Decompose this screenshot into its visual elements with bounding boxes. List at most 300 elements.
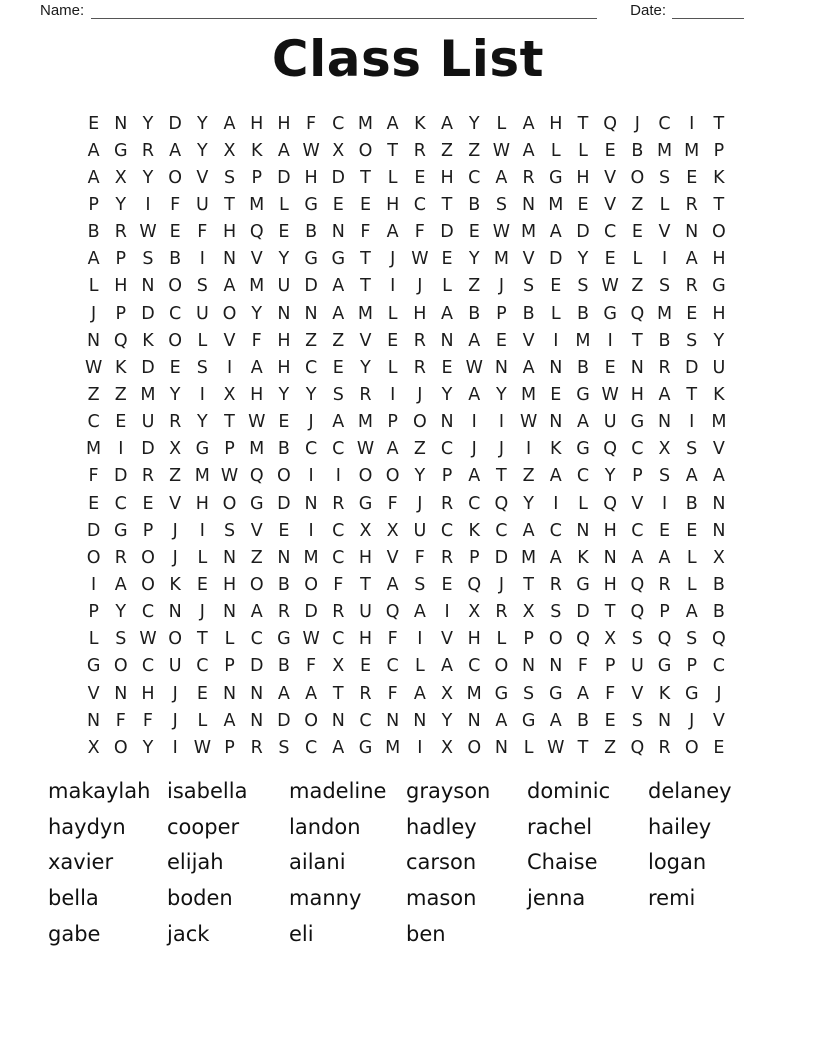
grid-letter: O xyxy=(304,710,318,731)
grid-letter: X xyxy=(712,547,725,568)
grid-letter: N xyxy=(168,602,182,623)
grid-letter: C xyxy=(196,656,209,677)
grid-letter: T xyxy=(332,683,344,704)
grid-letter: V xyxy=(522,249,535,270)
word-list-column xyxy=(648,776,796,954)
grid-letter: G xyxy=(277,629,291,650)
grid-letter: W xyxy=(302,629,320,650)
grid-letter: L xyxy=(88,629,99,650)
grid-letter: A xyxy=(250,602,263,623)
grid-letter: M xyxy=(357,113,374,134)
word-item: landon xyxy=(289,814,361,839)
word-item: mason xyxy=(406,886,477,911)
grid-letter: O xyxy=(684,737,699,758)
grid-letter: N xyxy=(304,303,318,324)
grid-letter: F xyxy=(251,330,262,351)
grid-letter: K xyxy=(577,547,589,568)
grid-letter: V xyxy=(223,330,236,351)
grid-letter: H xyxy=(222,574,237,595)
grid-letter: Z xyxy=(468,276,481,297)
grid-letter: G xyxy=(494,683,509,704)
grid-letter: Z xyxy=(441,140,454,161)
grid-letter: B xyxy=(576,357,589,378)
grid-letter: V xyxy=(712,439,725,460)
grid-letter: N xyxy=(630,357,644,378)
grid-letter: C xyxy=(304,737,318,758)
grid-letter: H xyxy=(222,222,237,243)
grid-letter: M xyxy=(684,140,700,161)
grid-letter: L xyxy=(496,629,507,650)
grid-letter: O xyxy=(712,222,726,243)
grid-letter: C xyxy=(304,439,318,460)
grid-letter: I xyxy=(498,412,504,433)
grid-letter: E xyxy=(332,357,344,378)
grid-letter: Q xyxy=(249,222,264,243)
grid-letter: I xyxy=(390,384,396,405)
grid-letter: N xyxy=(250,683,264,704)
grid-letter: W xyxy=(492,140,511,161)
grid-letter: X xyxy=(114,167,127,188)
word-item: dominic xyxy=(527,779,611,803)
grid-letter: V xyxy=(169,493,182,514)
grid-letter: L xyxy=(197,547,208,568)
grid-letter: L xyxy=(578,493,588,514)
grid-letter: D xyxy=(249,656,264,677)
grid-letter: A xyxy=(549,710,562,731)
grid-letter: E xyxy=(196,574,208,595)
grid-letter: Y xyxy=(305,384,317,405)
grid-letter: E xyxy=(686,520,698,541)
grid-letter: C xyxy=(658,113,671,134)
grid-letter: G xyxy=(304,249,318,270)
grid-letter: R xyxy=(141,466,155,487)
word-item: remi xyxy=(648,886,696,911)
grid-letter: E xyxy=(659,520,671,541)
grid-letter: M xyxy=(656,140,673,161)
grid-letter: F xyxy=(142,710,153,731)
grid-letter: C xyxy=(468,167,481,188)
grid-letter: A xyxy=(223,113,236,134)
grid-letter: X xyxy=(441,683,454,704)
grid-letter: H xyxy=(358,629,373,650)
grid-letter: K xyxy=(550,439,562,460)
grid-letter: E xyxy=(169,222,181,243)
grid-letter: H xyxy=(386,194,400,215)
grid-letter: I xyxy=(91,574,97,595)
grid-letter: F xyxy=(387,683,398,704)
date-label: Date: xyxy=(630,2,666,19)
grid-letter: I xyxy=(526,439,532,460)
grid-letter: W xyxy=(193,737,211,758)
grid-letter: A xyxy=(549,547,562,568)
grid-letter: C xyxy=(169,303,182,324)
grid-letter: Y xyxy=(196,113,208,134)
grid-letter: R xyxy=(413,140,426,161)
grid-letter: W xyxy=(356,439,375,460)
grid-letter: Y xyxy=(115,194,127,215)
grid-letter: M xyxy=(357,303,374,324)
grid-letter: R xyxy=(114,547,127,568)
grid-letter: Y xyxy=(278,249,290,270)
grid-letter: L xyxy=(387,357,398,378)
grid-letter: C xyxy=(549,520,562,541)
grid-letter: W xyxy=(302,140,320,161)
grid-letter: M xyxy=(357,412,374,433)
grid-letter: K xyxy=(414,113,426,134)
grid-letter: R xyxy=(332,493,345,514)
grid-letter: R xyxy=(114,222,127,243)
grid-letter: Y xyxy=(278,384,290,405)
grid-letter: P xyxy=(224,439,235,460)
grid-letter: N xyxy=(304,493,318,514)
grid-letter: M xyxy=(521,547,537,568)
grid-letter: Q xyxy=(712,629,726,650)
grid-letter: Y xyxy=(169,384,181,405)
grid-letter: Q xyxy=(603,493,618,514)
grid-letter: C xyxy=(332,439,345,460)
grid-letter: U xyxy=(141,412,155,433)
grid-letter: C xyxy=(440,520,454,541)
grid-letter: B xyxy=(522,303,535,324)
grid-letter: B xyxy=(468,194,481,215)
grid-letter: W xyxy=(519,412,538,433)
grid-letter: J xyxy=(498,439,504,460)
grid-letter: D xyxy=(494,547,509,568)
grid-letter: A xyxy=(468,384,481,405)
grid-letter: O xyxy=(304,574,318,595)
word-item: bella xyxy=(48,886,99,911)
grid-letter: S xyxy=(332,384,344,405)
grid-letter: X xyxy=(169,439,182,460)
grid-letter: E xyxy=(604,357,616,378)
grid-letter: N xyxy=(712,493,726,514)
grid-letter: L xyxy=(224,629,235,650)
grid-letter: G xyxy=(114,140,128,161)
grid-letter: D xyxy=(277,710,291,731)
grid-letter: B xyxy=(576,303,589,324)
grid-letter: I xyxy=(145,194,151,215)
grid-letter: Y xyxy=(196,412,208,433)
grid-letter: I xyxy=(661,493,668,514)
grid-letter: J xyxy=(471,439,477,460)
grid-letter: M xyxy=(656,303,673,324)
grid-letter: C xyxy=(712,656,726,677)
grid-letter: B xyxy=(631,140,644,161)
grid-letter: F xyxy=(577,656,588,677)
grid-letter: H xyxy=(304,167,318,188)
grid-letter: X xyxy=(332,656,345,677)
grid-letter: N xyxy=(331,222,345,243)
grid-letter: C xyxy=(468,493,481,514)
grid-letter: K xyxy=(250,140,263,161)
grid-letter: O xyxy=(86,547,101,568)
grid-letter: E xyxy=(359,194,371,215)
grid-letter: I xyxy=(417,737,423,758)
grid-letter: N xyxy=(440,412,454,433)
grid-letter: A xyxy=(468,466,481,487)
word-item: delaney xyxy=(648,779,732,803)
grid-letter: L xyxy=(197,330,208,351)
grid-letter: C xyxy=(114,493,127,514)
grid-letter: R xyxy=(685,194,698,215)
grid-letter: V xyxy=(631,683,644,704)
grid-letter: A xyxy=(685,602,698,623)
grid-letter: V xyxy=(196,167,209,188)
grid-letter: P xyxy=(142,520,154,541)
grid-letter: A xyxy=(685,466,698,487)
grid-letter: J xyxy=(716,683,722,704)
grid-letter: S xyxy=(658,167,671,188)
grid-letter: B xyxy=(576,710,589,731)
grid-letter: Z xyxy=(522,466,535,487)
word-list-column xyxy=(289,776,406,954)
grid-letter: I xyxy=(199,384,205,405)
grid-letter: P xyxy=(251,167,262,188)
grid-letter: R xyxy=(277,602,290,623)
grid-letter: A xyxy=(114,574,127,595)
grid-letter: L xyxy=(387,167,398,188)
grid-letter: S xyxy=(631,710,643,731)
grid-letter: G xyxy=(86,656,101,677)
grid-letter: A xyxy=(712,466,725,487)
grid-letter: N xyxy=(222,547,237,568)
grid-letter: A xyxy=(386,574,399,595)
grid-letter: G xyxy=(331,249,346,270)
grid-letter: Y xyxy=(496,384,507,405)
grid-letter: H xyxy=(467,629,481,650)
grid-letter: E xyxy=(196,683,208,704)
grid-letter: Z xyxy=(631,194,644,215)
grid-letter: N xyxy=(576,520,590,541)
grid-letter: C xyxy=(440,439,454,460)
grid-letter: S xyxy=(414,574,426,595)
grid-letter: N xyxy=(277,547,291,568)
grid-letter: A xyxy=(87,249,100,270)
grid-letter: J xyxy=(308,412,314,433)
grid-letter: J xyxy=(172,547,178,568)
grid-letter: T xyxy=(387,140,398,161)
grid-letter: N xyxy=(222,249,237,270)
grid-letter: I xyxy=(308,466,314,487)
grid-letter: I xyxy=(417,629,423,650)
grid-letter: V xyxy=(604,167,617,188)
grid-letter: U xyxy=(195,303,209,324)
grid-letter: C xyxy=(604,222,617,243)
grid-letter: E xyxy=(577,194,589,215)
word-list-column xyxy=(167,776,289,954)
grid-letter: P xyxy=(88,602,99,623)
grid-letter: L xyxy=(496,113,507,134)
word-item: manny xyxy=(289,886,362,911)
grid-letter: M xyxy=(385,737,401,758)
grid-letter: U xyxy=(630,656,644,677)
grid-letter: F xyxy=(115,710,126,731)
grid-letter: D xyxy=(684,357,699,378)
grid-letter: N xyxy=(440,330,454,351)
grid-letter: E xyxy=(686,303,698,324)
grid-letter: Q xyxy=(630,303,645,324)
grid-letter: G xyxy=(521,710,536,731)
grid-letter: T xyxy=(713,194,725,215)
grid-letter: J xyxy=(91,303,97,324)
grid-letter: R xyxy=(440,547,454,568)
grid-letter: C xyxy=(468,656,481,677)
grid-letter: E xyxy=(441,357,453,378)
grid-letter: L xyxy=(442,276,452,297)
grid-letter: Q xyxy=(467,574,482,595)
grid-letter: Y xyxy=(604,466,616,487)
grid-letter: A xyxy=(250,357,263,378)
grid-letter: M xyxy=(711,412,727,433)
grid-letter: O xyxy=(467,737,482,758)
grid-letter: L xyxy=(88,276,99,297)
grid-letter: S xyxy=(577,276,589,297)
word-item: gabe xyxy=(48,921,101,946)
grid-letter: X xyxy=(522,602,535,623)
grid-letter: R xyxy=(250,737,263,758)
grid-letter: V xyxy=(712,710,725,731)
grid-letter: T xyxy=(224,194,235,215)
grid-letter: Y xyxy=(713,330,725,351)
grid-letter: H xyxy=(358,547,373,568)
grid-letter: H xyxy=(630,384,644,405)
grid-letter: R xyxy=(359,683,372,704)
grid-letter: S xyxy=(196,276,208,297)
grid-letter: N xyxy=(603,547,617,568)
grid-letter: C xyxy=(631,520,644,541)
grid-letter: D xyxy=(576,222,590,243)
grid-letter: E xyxy=(713,737,725,758)
word-list-column xyxy=(527,776,648,954)
grid-letter: D xyxy=(440,222,454,243)
grid-letter: F xyxy=(387,629,398,650)
grid-letter: L xyxy=(550,303,561,324)
grid-letter: P xyxy=(659,602,670,623)
grid-letter: O xyxy=(168,276,183,297)
grid-letter: T xyxy=(360,249,371,270)
grid-letter: H xyxy=(413,303,427,324)
grid-letter: T xyxy=(196,629,208,650)
grid-letter: E xyxy=(604,249,616,270)
grid-letter: Q xyxy=(657,629,672,650)
grid-letter: G xyxy=(657,656,672,677)
grid-letter: S xyxy=(658,276,671,297)
word-search-grid xyxy=(80,110,733,761)
grid-letter: A xyxy=(223,710,236,731)
grid-letter: Z xyxy=(604,737,617,758)
grid-letter: L xyxy=(578,140,588,161)
grid-letter: T xyxy=(631,330,643,351)
grid-letter: S xyxy=(523,683,535,704)
grid-letter: X xyxy=(359,520,372,541)
grid-letter: F xyxy=(306,113,317,134)
grid-letter: D xyxy=(168,113,182,134)
grid-letter: O xyxy=(141,547,155,568)
grid-letter: Y xyxy=(142,737,154,758)
grid-letter: H xyxy=(712,249,726,270)
grid-letter: S xyxy=(115,629,127,650)
grid-letter: Y xyxy=(577,249,589,270)
word-item: isabella xyxy=(167,779,248,803)
grid-letter: B xyxy=(277,439,290,460)
grid-letter: A xyxy=(386,439,399,460)
grid-letter: B xyxy=(305,222,318,243)
grid-letter: F xyxy=(605,683,616,704)
grid-letter: R xyxy=(169,412,182,433)
grid-letter: A xyxy=(386,222,399,243)
grid-letter: T xyxy=(441,194,453,215)
grid-letter: S xyxy=(142,249,154,270)
grid-letter: B xyxy=(87,222,100,243)
grid-letter: D xyxy=(114,466,128,487)
grid-letter: Z xyxy=(169,466,182,487)
grid-letter: H xyxy=(576,167,590,188)
grid-letter: C xyxy=(332,547,345,568)
grid-letter: N xyxy=(657,412,672,433)
grid-letter: G xyxy=(549,683,563,704)
grid-letter: E xyxy=(441,249,453,270)
grid-letter: Q xyxy=(249,466,264,487)
word-item: cooper xyxy=(167,814,240,839)
grid-letter: I xyxy=(199,249,205,270)
grid-letter: W xyxy=(601,276,619,297)
grid-letter: U xyxy=(413,520,427,541)
grid-letter: I xyxy=(390,276,396,297)
grid-letter: I xyxy=(308,520,314,541)
grid-letter: I xyxy=(553,330,559,351)
grid-letter: G xyxy=(712,276,726,297)
grid-letter: F xyxy=(306,656,317,677)
grid-letter: E xyxy=(631,222,643,243)
grid-letter: Z xyxy=(114,384,127,405)
grid-letter: C xyxy=(332,520,345,541)
grid-letter: Y xyxy=(360,357,371,378)
grid-letter: Z xyxy=(305,330,318,351)
grid-letter: I xyxy=(335,466,341,487)
grid-letter: B xyxy=(169,249,182,270)
word-item: rachel xyxy=(527,814,593,839)
grid-letter: W xyxy=(220,466,239,487)
grid-letter: R xyxy=(658,574,671,595)
grid-letter: T xyxy=(360,167,371,188)
word-item: elijah xyxy=(167,850,224,875)
grid-letter: F xyxy=(88,466,99,487)
grid-letter: T xyxy=(686,384,698,405)
grid-letter: A xyxy=(332,737,345,758)
grid-letter: W xyxy=(547,737,565,758)
grid-letter: L xyxy=(550,140,561,161)
grid-letter: Z xyxy=(468,140,481,161)
grid-letter: H xyxy=(603,520,617,541)
word-item: hailey xyxy=(648,814,712,839)
grid-letter: G xyxy=(630,412,645,433)
word-list-column xyxy=(406,776,527,954)
grid-letter: E xyxy=(278,412,290,433)
grid-letter: A xyxy=(305,683,318,704)
grid-letter: I xyxy=(226,357,233,378)
grid-letter: A xyxy=(277,140,290,161)
grid-letter: G xyxy=(576,439,590,460)
grid-letter: A xyxy=(441,656,454,677)
grid-letter: I xyxy=(661,249,668,270)
grid-letter: G xyxy=(358,493,373,514)
word-item: carson xyxy=(406,850,477,875)
name-label: Name: xyxy=(40,2,85,19)
grid-letter: W xyxy=(139,629,157,650)
grid-letter: N xyxy=(87,710,101,731)
grid-letter: L xyxy=(686,574,697,595)
grid-letter: Q xyxy=(576,629,590,650)
